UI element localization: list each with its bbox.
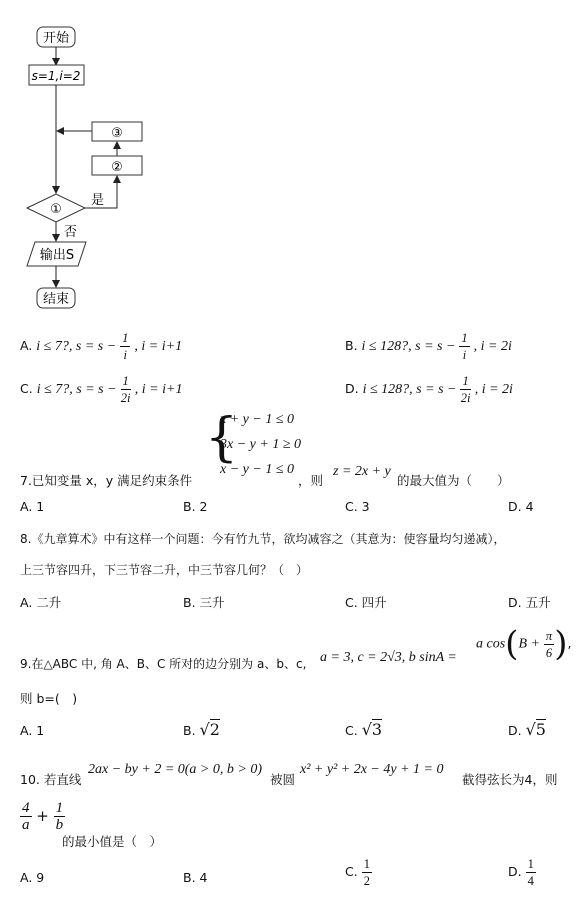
- q10-circle-eq: x² + y² + 2x − 4y + 1 = 0: [300, 762, 444, 777]
- flow-box-2-text: ②: [111, 160, 123, 175]
- q10-mid: 被圆: [270, 772, 296, 787]
- q7-constraint-brace: {: [205, 408, 239, 468]
- q6-option-b: B. i ≤ 128?, s = s − $\frac{1}{i}$ , i = 2i: [345, 331, 512, 362]
- flow-init-text: s=1,i=2: [31, 69, 81, 83]
- q10-line-eq: 2ax − by + 2 = 0(a > 0, b > 0): [88, 762, 262, 777]
- q7-option-a: A. 1: [20, 499, 45, 514]
- q6-option-c: C. i ≤ 7?, s = s − $\frac{1}{2i}$ , i = i+1: [20, 374, 183, 405]
- q9-rhs: a cos(B + $\frac{\pi}{6}$ ),: [476, 624, 572, 664]
- q8-option-a: A. 二升: [20, 595, 62, 610]
- flow-no-label: 否: [64, 225, 78, 240]
- q10-option-a: A. 9: [20, 870, 45, 885]
- q6-option-d: D. i ≤ 128?, s = s − $\frac{1}{2i}$ , i = 2i: [345, 374, 513, 405]
- q10-option-b: B. 4: [183, 870, 208, 885]
- q6-option-a: A. i ≤ 7?, s = s − $\frac{1}{i}$ , i = i+1: [20, 331, 183, 362]
- q7-constraint-2: 3x − y + 1 ≥ 0: [220, 437, 302, 452]
- q10-expression: $\frac{4}{a}$ + $\frac{1}{b}$: [22, 800, 64, 833]
- q9-option-b: B. √2: [183, 720, 220, 739]
- q6-a-fraction: $\frac{1}{i}$: [122, 331, 129, 362]
- flow-yes-label: 是: [91, 193, 105, 208]
- q9-stem-pre: 9.在△ABC 中, 角 A、B、C 所对的边分别为 a、b、c,: [20, 657, 307, 671]
- q7-stem-pre: 7.已知变量 x，y 满足约束条件: [20, 473, 193, 488]
- flow-end-text: 结束: [42, 292, 70, 307]
- q7-expr: z = 2x + y: [333, 464, 391, 479]
- q7-option-b: B. 2: [183, 499, 208, 514]
- flow-output-text: 输出S: [39, 248, 75, 263]
- q9-option-d: D. √5: [508, 720, 546, 739]
- q8-option-b: B. 三升: [183, 595, 225, 610]
- q7-stem-post: 的最大值为（ ）: [397, 473, 510, 488]
- q7-stem-mid: ，则: [298, 473, 324, 488]
- q9-option-a: A. 1: [20, 723, 45, 738]
- flowchart: [0, 0, 180, 320]
- q8-option-d: D. 五升: [508, 595, 551, 610]
- q10-tail: 的最小值是（ ）: [62, 834, 163, 849]
- q8-line-1: 8.《九章算术》中有这样一个问题：今有竹九节，欲均减容之（其意为：使容量均匀递减），: [20, 532, 506, 546]
- q8-line-2: 上三节容四升，下三节容二升，中三节容几何？（ ）: [20, 563, 309, 577]
- q8-option-c: C. 四升: [345, 595, 387, 610]
- flow-box-3-text: ③: [111, 126, 123, 141]
- q7-option-c: C. 3: [345, 499, 370, 514]
- q7-constraint-3: x − y − 1 ≤ 0: [220, 462, 295, 477]
- q9-pi-over-6: $\frac{\pi}{6}$: [545, 628, 553, 660]
- q10-stem-post: 截得弦长为4，则: [462, 772, 558, 787]
- q9-condition: a = 3, c = 2√3, b sinA =: [320, 650, 457, 665]
- q10-option-c: C. $\frac{1}{2}$: [345, 857, 370, 888]
- q9-option-c: C. √3: [345, 720, 383, 739]
- flow-start-text: 开始: [42, 31, 70, 46]
- q10-stem-pre: 10. 若直线: [20, 772, 82, 787]
- flow-decision-text: ①: [50, 202, 62, 217]
- q9-tail: 则 b=( ): [20, 691, 78, 706]
- q7-constraint-1: x + y − 1 ≤ 0: [220, 412, 295, 427]
- q7-option-d: D. 4: [508, 499, 534, 514]
- q10-option-d: D. $\frac{1}{4}$: [508, 857, 534, 888]
